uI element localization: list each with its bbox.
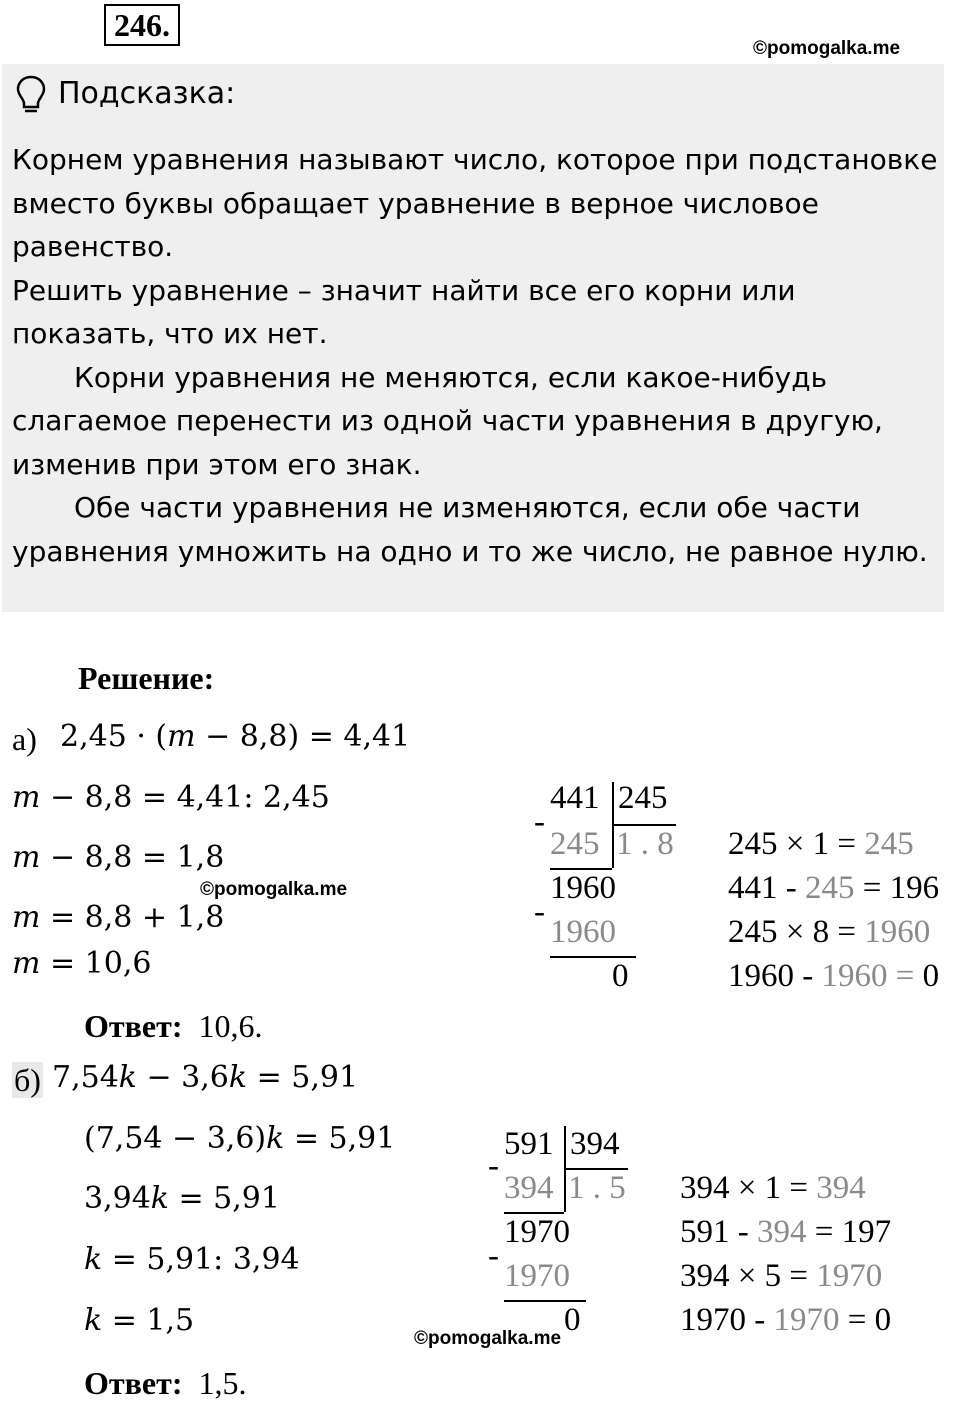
- watermark-top: ©pomogalka.me: [753, 38, 901, 59]
- watermark-bottom: ©pomogalka.me: [414, 1328, 562, 1349]
- division-a-check: 1960 - 1960 = 0: [728, 958, 940, 994]
- hint-paragraph: Обе части уравнения не изменяются, если обе части уравнения умножить на одно и то же число, не равное нулю.: [12, 491, 928, 568]
- part-a-step: 𝑚 − 8,8 = 1,8: [12, 840, 225, 875]
- division-b-check: 394 × 5 = 1970: [680, 1258, 883, 1294]
- division-a-check: 245 × 8 = 1960: [728, 914, 931, 950]
- division-a-remainder: 1960: [550, 870, 616, 906]
- solution-title: Решение:: [78, 660, 215, 696]
- answer-value: 10,6.: [198, 1008, 263, 1044]
- watermark-middle: ©pomogalka.me: [200, 879, 348, 900]
- division-a-minus: -: [534, 804, 545, 840]
- part-a-marker: а): [12, 721, 37, 757]
- division-a-check: 245 × 1 = 245: [728, 826, 914, 862]
- hint-paragraph: Корнем уравнения называют число, которое при подстановке вместо буквы обращает уравнение в верное числовое равенство.: [12, 143, 938, 263]
- division-a-check: 441 - 245 = 196: [728, 870, 940, 906]
- part-b-marker: б): [14, 1062, 41, 1098]
- part-a-answer: [84, 1008, 262, 1045]
- division-b-subtrahend: 1970: [504, 1258, 570, 1294]
- part-b-step: 𝑘 = 5,91: 3,94: [84, 1242, 300, 1277]
- division-a-quotient: 1 . 8: [616, 826, 674, 862]
- answer-label: Ответ:: [84, 1365, 183, 1401]
- part-b-step: 𝑘 = 1,5: [84, 1303, 195, 1338]
- division-b-quotient: 1 . 5: [568, 1170, 626, 1206]
- part-b-answer: [84, 1365, 246, 1402]
- part-b-step: (7,54 − 3,6)𝑘 = 5,91: [84, 1121, 396, 1156]
- part-b-step: 3,94𝑘 = 5,91: [84, 1181, 280, 1216]
- division-a-final-remainder: 0: [612, 958, 629, 994]
- hint-paragraph: Корни уравнения не меняются, если какое-нибудь слагаемое перенести из одной части уравнения в другую, изменив при этом его знак.: [12, 360, 883, 481]
- division-b-check: 1970 - 1970 = 0: [680, 1302, 892, 1338]
- hint-title: Подсказка:: [58, 76, 236, 111]
- part-a-step: 𝑚 = 8,8 + 1,8: [12, 900, 225, 935]
- part-a-equation: 2,45 · (𝑚 − 8,8) = 4,41: [60, 719, 411, 754]
- division-b-minus: -: [488, 1238, 499, 1274]
- division-b-check: 591 - 394 = 197: [680, 1214, 892, 1250]
- division-a-dividend: 441: [550, 780, 600, 816]
- lightbulb-icon: [14, 74, 48, 114]
- answer-label: Ответ:: [84, 1008, 183, 1044]
- division-b-dividend: 591: [504, 1126, 554, 1162]
- answer-value: 1,5.: [198, 1365, 247, 1401]
- division-a-divisor: 245: [618, 780, 668, 816]
- division-b-divisor: 394: [570, 1126, 620, 1162]
- division-a-subtrahend: 1960: [550, 914, 616, 950]
- part-b-equation: 7,54𝑘 − 3,6𝑘 = 5,91: [52, 1060, 359, 1095]
- division-b-remainder: 1970: [504, 1214, 570, 1250]
- part-a-step: 𝑚 = 10,6: [12, 946, 152, 981]
- division-b-final-remainder: 0: [564, 1302, 581, 1338]
- hint-paragraph: Решить уравнение – значит найти все его корни или показать, что их нет.: [12, 273, 796, 350]
- task-number: 246.: [104, 4, 180, 46]
- division-b-minus: -: [488, 1148, 499, 1184]
- division-a-subtrahend: 245: [550, 826, 600, 862]
- division-b-check: 394 × 1 = 394: [680, 1170, 866, 1206]
- hint-text: [12, 138, 942, 573]
- part-a-step: 𝑚 − 8,8 = 4,41: 2,45: [12, 780, 330, 815]
- division-a-minus: -: [534, 894, 545, 930]
- division-b-subtrahend: 394: [504, 1170, 554, 1206]
